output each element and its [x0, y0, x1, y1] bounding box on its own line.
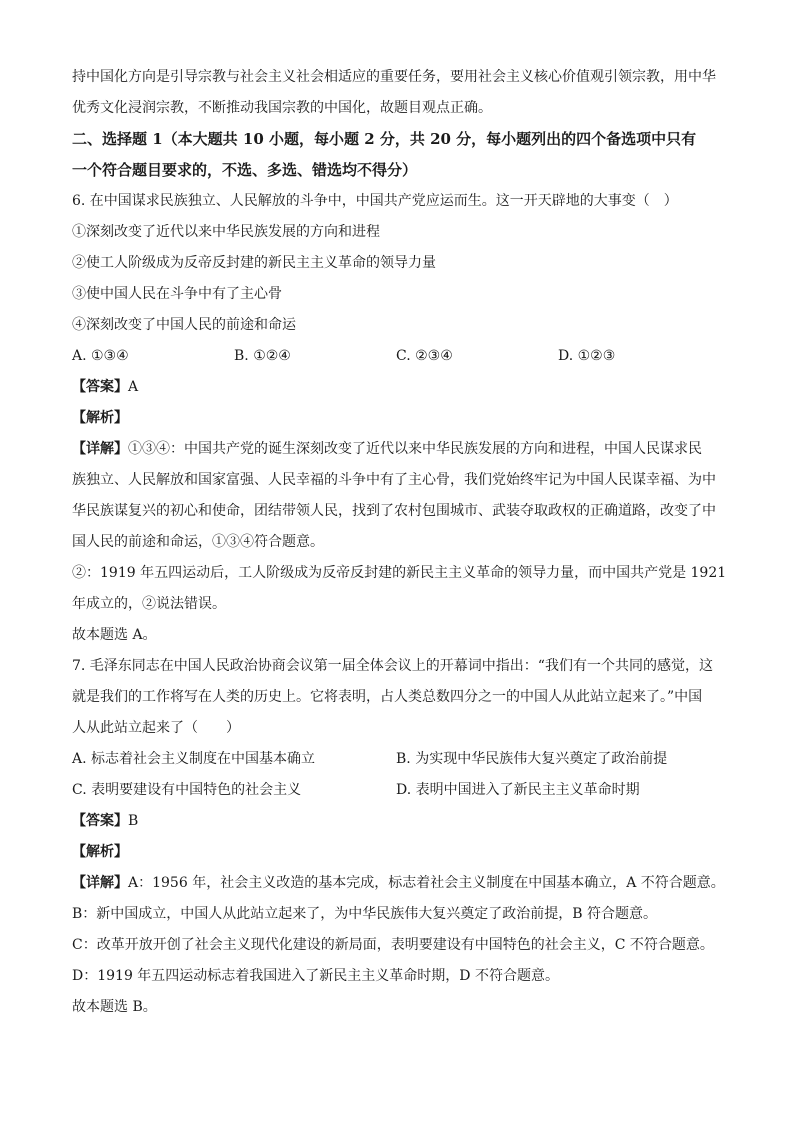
q6-options: [72, 341, 726, 372]
q7-answer-tag: 【答案】: [72, 813, 128, 829]
q6-detail-tag: 【详解】: [72, 441, 128, 457]
q6-detail-text-1: ①③④：中国共产党的诞生深刻改变了近代以来中华民族发展的方向和进程，中国人民谋求民: [128, 441, 702, 457]
q6-answer-value: A: [128, 379, 139, 395]
q6-answer: [72, 372, 726, 403]
q7-analysis-tag: 【解析】: [72, 844, 128, 860]
q6-detail-line-2: 族独立、人民解放和国家富强、人民幸福的斗争中有了主心骨，我们党始终牢记为中国人民谋幸福、为中: [72, 472, 716, 488]
q7-detail-line-5: 故本题选 B。: [72, 999, 157, 1015]
intro-line-1: 持中国化方向是引导宗教与社会主义社会相适应的重要任务，要用社会主义核心价值观引领宗教，用中华: [72, 69, 716, 85]
q6-option-c: C. ②③④: [396, 348, 453, 364]
q6-option-a: A. ①③④: [72, 348, 129, 364]
q6-detail-line-4: 国人民的前途和命运，①③④符合题意。: [72, 534, 324, 550]
q7-stem-line-3: 人从此站立起来了（ ）: [72, 720, 240, 736]
intro-line-2: 优秀文化浸润宗教，不断推动我国宗教的中国化，故题目观点正确。: [72, 100, 492, 116]
q7-detail-line-2: B：新中国成立，中国人从此站立起来了，为中华民族伟大复兴奠定了政治前提，B 符合题意。: [72, 906, 658, 922]
q7-detail-line-4: D：1919 年五四运动标志着我国进入了新民主主义革命时期，D 不符合题意。: [72, 968, 559, 984]
q7-stem-line-1: 7. 毛泽东同志在中国人民政治协商会议第一届全体会议上的开幕词中指出：“我们有一个共同的感觉，这: [72, 658, 713, 674]
q6-answer-tag: 【答案】: [72, 379, 128, 395]
q7-options-row-2: [72, 775, 726, 806]
q7-option-d: D. 表明中国进入了新民主主义革命时期: [396, 782, 640, 798]
q7-option-b: B. 为实现中华民族伟大复兴奠定了政治前提: [396, 751, 668, 767]
q7-answer: [72, 806, 726, 837]
document-page: [72, 62, 726, 1023]
q6-detail-line-7: 故本题选 A。: [72, 627, 157, 643]
q6-detail-line-5: ②：1919 年五四运动后，工人阶级成为反帝反封建的新民主主义革命的领导力量，而中国共产党是 1921: [72, 565, 727, 581]
section-title-line-1: 二、选择题 1（本大题共 10 小题，每小题 2 分，共 20 分，每小题列出的四个备选项中只有: [72, 130, 697, 148]
q6-stem: 6. 在中国谋求民族独立、人民解放的斗争中，中国共产党应运而生。这一开天辟地的大事变（ ）: [72, 193, 678, 209]
q7-detail-line-3: C：改革开放开创了社会主义现代化建设的新局面，表明要建设有中国特色的社会主义，C 不符合题意。: [72, 937, 714, 953]
q6-item-2: ②使工人阶级成为反帝反封建的新民主主义革命的领导力量: [72, 255, 436, 271]
q6-detail-line-3: 华民族谋复兴的初心和使命，团结带领人民，找到了农村包围城市、武装夺取政权的正确道路，改变了中: [72, 503, 716, 519]
q6-detail-line-6: 年成立的，②说法错误。: [72, 596, 226, 612]
q7-option-a: A. 标志着社会主义制度在中国基本确立: [72, 751, 316, 767]
q7-answer-value: B: [128, 813, 139, 829]
q7-option-c: C. 表明要建设有中国特色的社会主义: [72, 782, 302, 798]
q7-options-row-1: [72, 744, 726, 775]
q6-option-b: B. ①②④: [234, 348, 291, 364]
q6-item-1: ①深刻改变了近代以来中华民族发展的方向和进程: [72, 224, 380, 240]
q7-detail-tag: 【详解】: [72, 875, 128, 891]
q6-item-3: ③使中国人民在斗争中有了主心骨: [72, 286, 282, 302]
section-title-line-2: 一个符合题目要求的，不选、多选、错选均不得分）: [72, 161, 418, 179]
q6-option-d: D. ①②③: [558, 348, 616, 364]
q7-detail-line-1: [72, 868, 726, 899]
q6-analysis-tag: 【解析】: [72, 410, 128, 426]
q7-detail-text-1: A：1956 年，社会主义改造的基本完成，标志着社会主义制度在中国基本确立，A 不符合题意。: [128, 875, 725, 891]
q6-item-4: ④深刻改变了中国人民的前途和命运: [72, 317, 296, 333]
q7-stem-line-2: 就是我们的工作将写在人类的历史上。它将表明，占人类总数四分之一的中国人从此站立起来了。”中国: [72, 689, 703, 705]
q6-detail-line-1: [72, 434, 726, 465]
